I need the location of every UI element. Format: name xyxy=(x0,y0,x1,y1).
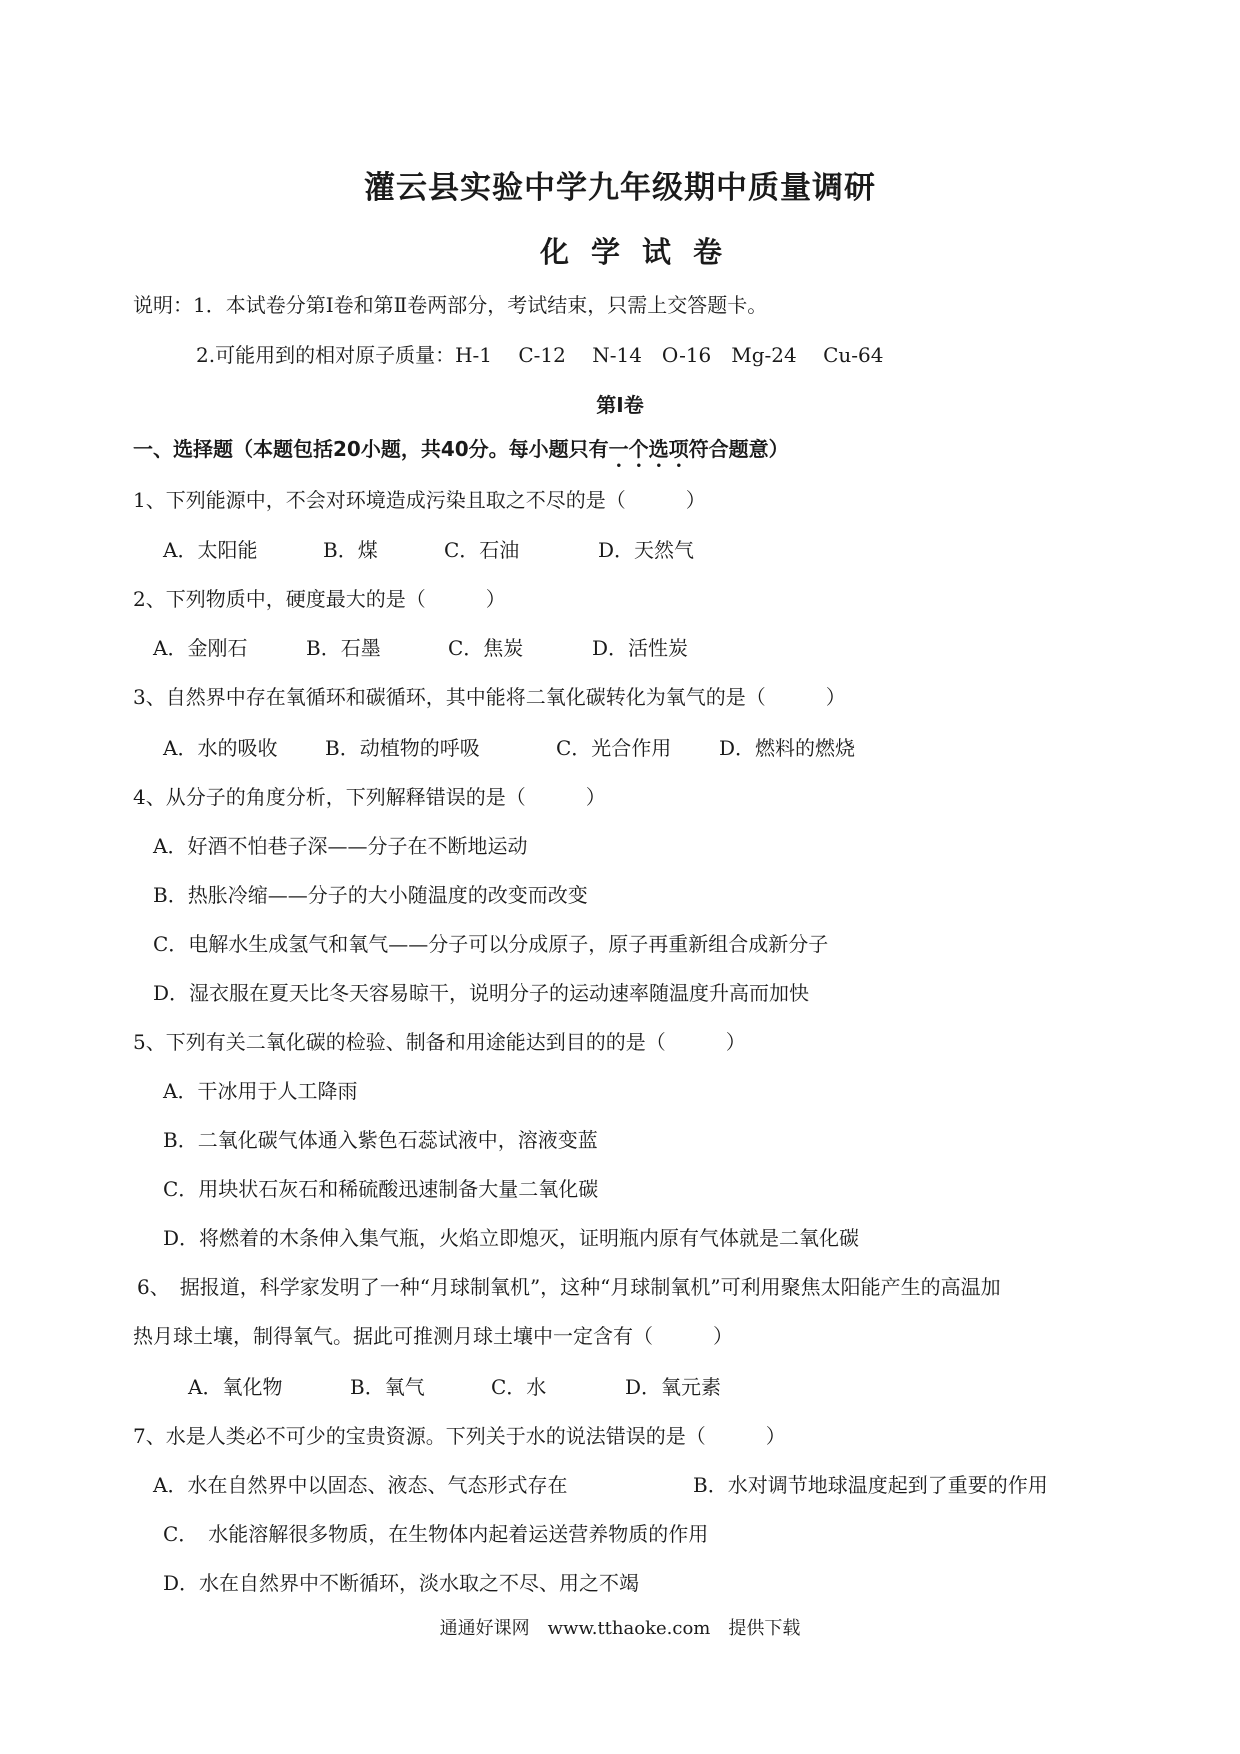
question-3-option-b: B．动植物的呼吸 xyxy=(325,736,480,760)
question-1-option-c: C．石油 xyxy=(444,538,520,562)
question-1-stem: 1、下列能源中，不会对环境造成污染且取之不尽的是（ ） xyxy=(133,488,706,512)
question-7-option-b: B．水对调节地球温度起到了重要的作用 xyxy=(693,1473,1048,1497)
section-heading-main: 一、选择题（本题包括20小题，共40分。每小题只有 xyxy=(133,437,609,461)
instructions-line-2: 2.可能用到的相对原子质量：H-1 C-12 N-14 O-16 Mg-24 Cu-64 xyxy=(196,343,884,367)
question-5-stem: 5、下列有关二氧化碳的检验、制备和用途能达到目的的是（ ） xyxy=(133,1030,746,1054)
question-6-stem: 6、 据报道，科学家发明了一种“月球制氧机”，这种“月球制氧机”可利用聚焦太阳能产生的高温加 xyxy=(137,1275,1001,1299)
question-6-option-a: A．氧化物 xyxy=(188,1375,283,1399)
question-6-option-c: C．水 xyxy=(491,1375,547,1399)
question-1-option-a: A．太阳能 xyxy=(163,538,258,562)
question-3-stem: 3、自然界中存在氧循环和碳循环，其中能将二氧化碳转化为氧气的是（ ） xyxy=(133,685,846,709)
page-footer: 通通好课网 www.tthaoke.com 提供下载 xyxy=(439,1618,801,1639)
instructions-line-1: 说明：1．本试卷分第Ⅰ卷和第Ⅱ卷两部分，考试结束，只需上交答题卡。 xyxy=(133,293,768,317)
question-6-option-b: B．氧气 xyxy=(350,1375,425,1399)
question-5-option-a: A．干冰用于人工降雨 xyxy=(163,1079,358,1103)
question-4-option-a: A．好酒不怕巷子深——分子在不断地运动 xyxy=(153,834,528,858)
question-4-option-b: B．热胀冷缩——分子的大小随温度的改变而改变 xyxy=(153,883,588,907)
question-1-option-d: D．天然气 xyxy=(598,538,695,562)
volume-label: 第Ⅰ卷 xyxy=(596,393,644,417)
question-5-option-c: C．用块状石灰石和稀硫酸迅速制备大量二氧化碳 xyxy=(163,1177,599,1201)
question-7-stem: 7、水是人类必不可少的宝贵资源。下列关于水的说法错误的是（ ） xyxy=(133,1424,786,1448)
question-1-option-b: B．煤 xyxy=(323,538,378,562)
question-2-option-a: A．金刚石 xyxy=(153,636,248,660)
section-heading-tail: 符合题意） xyxy=(688,437,789,461)
question-1-options xyxy=(163,537,694,563)
question-3-option-c: C．光合作用 xyxy=(556,736,672,760)
question-7-option-d: D．水在自然界中不断循环，淡水取之不尽、用之不竭 xyxy=(163,1571,640,1595)
question-2-option-d: D．活性炭 xyxy=(592,636,689,660)
question-7-options-ab xyxy=(153,1472,1048,1498)
question-3-options xyxy=(163,735,855,761)
question-6-stem-continued: 热月球土壤，制得氧气。据此可推测月球土壤中一定含有（ ） xyxy=(133,1324,733,1348)
question-4-option-d: D．湿衣服在夏天比冬天容易晾干，说明分子的运动速率随温度升高而加快 xyxy=(153,981,810,1005)
question-3-option-a: A．水的吸收 xyxy=(163,736,278,760)
question-3-option-d: D．燃料的燃烧 xyxy=(719,736,856,760)
section-heading xyxy=(133,436,789,472)
question-6-option-d: D．氧元素 xyxy=(625,1375,722,1399)
section-heading-emphasis: 一个选项 xyxy=(608,437,689,461)
question-2-stem: 2、下列物质中，硬度最大的是（ ） xyxy=(133,587,506,611)
question-4-option-c: C．电解水生成氢气和氧气——分子可以分成原子，原子再重新组合成新分子 xyxy=(153,932,829,956)
question-4-stem: 4、从分子的角度分析，下列解释错误的是（ ） xyxy=(133,785,606,809)
question-7-option-c: C． 水能溶解很多物质，在生物体内起着运送营养物质的作用 xyxy=(163,1522,709,1546)
question-2-options xyxy=(153,635,688,661)
exam-subtitle: 化学试卷 xyxy=(539,235,744,269)
question-2-option-c: C．焦炭 xyxy=(448,636,524,660)
exam-title: 灌云县实验中学九年级期中质量调研 xyxy=(364,170,876,206)
question-5-option-d: D．将燃着的木条伸入集气瓶，火焰立即熄灭，证明瓶内原有气体就是二氧化碳 xyxy=(163,1226,860,1250)
question-7-option-a: A．水在自然界中以固态、液态、气态形式存在 xyxy=(153,1473,568,1497)
question-5-option-b: B．二氧化碳气体通入紫色石蕊试液中，溶液变蓝 xyxy=(163,1128,598,1152)
question-6-options xyxy=(188,1374,721,1400)
question-2-option-b: B．石墨 xyxy=(306,636,381,660)
